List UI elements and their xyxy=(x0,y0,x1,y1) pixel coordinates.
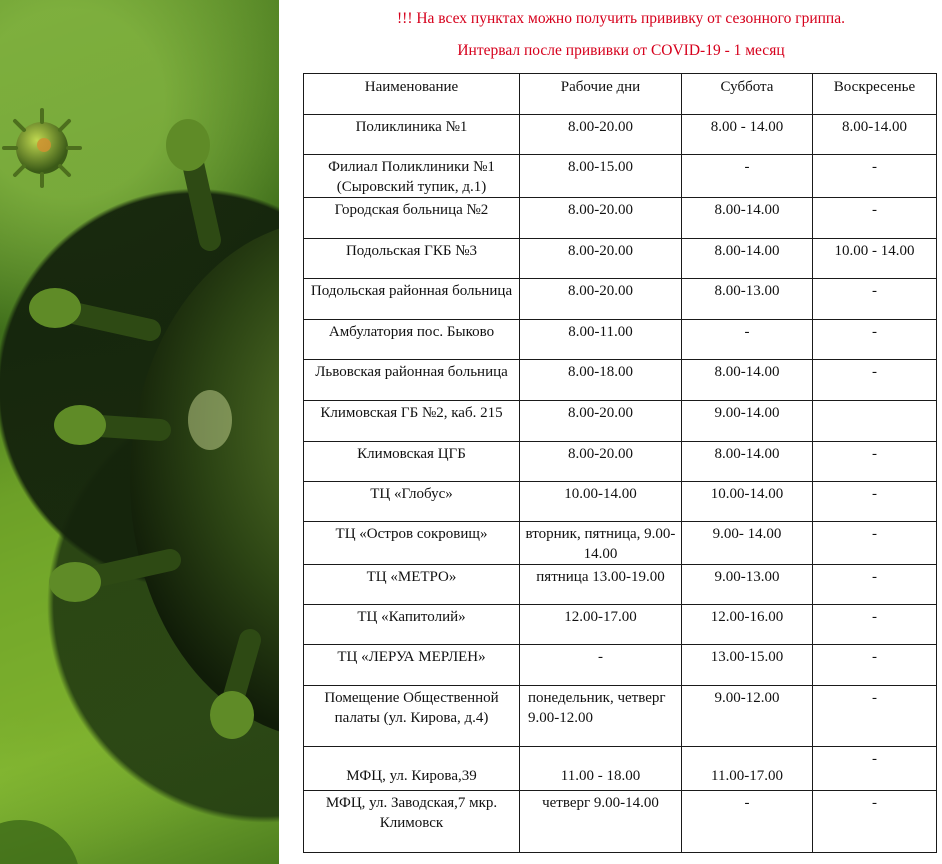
sunday-hours: - xyxy=(813,155,937,198)
sunday-hours: - xyxy=(813,442,937,482)
weekdays-hours: 8.00-20.00 xyxy=(520,401,682,442)
weekdays-hours: 8.00-20.00 xyxy=(520,198,682,239)
table-row xyxy=(304,320,937,360)
facility-name: Львовская районная больница xyxy=(304,360,520,401)
weekdays-hours: 10.00-14.00 xyxy=(520,482,682,522)
saturday-hours: 8.00-13.00 xyxy=(682,279,813,320)
virus-art-svg xyxy=(0,0,279,864)
sunday-hours: - xyxy=(813,791,937,853)
sunday-hours: - xyxy=(813,522,937,565)
saturday-hours: 8.00-14.00 xyxy=(682,442,813,482)
weekdays-hours: - xyxy=(520,645,682,686)
flu-vaccine-notice: !!! На всех пунктах можно получить прививку от сезонного гриппа. xyxy=(397,10,845,27)
weekdays-hours: пятница 13.00-19.00 xyxy=(520,565,682,605)
sunday-hours xyxy=(813,401,937,442)
sunday-hours: - xyxy=(813,645,937,686)
facility-name: ТЦ «МЕТРО» xyxy=(304,565,520,605)
facility-name: ТЦ «Глобус» xyxy=(304,482,520,522)
facility-name: Филиал Поликлиники №1 (Сыровский тупик, д.1) xyxy=(304,155,520,198)
saturday-hours: - xyxy=(682,155,813,198)
sunday-hours: - xyxy=(813,482,937,522)
sunday-hours: - xyxy=(813,605,937,645)
saturday-hours: 9.00- 14.00 xyxy=(682,522,813,565)
blurred-virus xyxy=(0,820,80,864)
sunday-hours: - xyxy=(813,198,937,239)
covid-interval-notice: Интервал после прививки от COVID-19 - 1 месяц xyxy=(457,42,785,59)
table-row xyxy=(304,198,937,239)
saturday-hours: 8.00-14.00 xyxy=(682,198,813,239)
saturday-hours: 13.00-15.00 xyxy=(682,645,813,686)
facility-name: ТЦ «Капитолий» xyxy=(304,605,520,645)
saturday-hours: 9.00-13.00 xyxy=(682,565,813,605)
header-weekdays: Рабочие дни xyxy=(520,74,682,115)
table-row xyxy=(304,239,937,279)
weekdays-hours: 8.00-11.00 xyxy=(520,320,682,360)
table-row xyxy=(304,565,937,605)
table-row xyxy=(304,360,937,401)
sunday-hours: 8.00-14.00 xyxy=(813,115,937,155)
sunday-hours: - xyxy=(813,360,937,401)
sunday-hours: - xyxy=(813,279,937,320)
table-row xyxy=(304,482,937,522)
saturday-hours: 8.00-14.00 xyxy=(682,239,813,279)
sunday-hours: - xyxy=(813,686,937,747)
facility-name: Климовская ГБ №2, каб. 215 xyxy=(304,401,520,442)
table-row xyxy=(304,791,937,853)
table-row xyxy=(304,115,937,155)
facility-name: Поликлиника №1 xyxy=(304,115,520,155)
facility-name: Подольская ГКБ №3 xyxy=(304,239,520,279)
facility-name: Подольская районная больница xyxy=(304,279,520,320)
saturday-hours: - xyxy=(682,791,813,853)
table-row xyxy=(304,747,937,791)
table-row xyxy=(304,401,937,442)
facility-name: ТЦ «Остров сокровищ» xyxy=(304,522,520,565)
weekdays-hours: понедельник, четверг 9.00-12.00 xyxy=(520,686,682,747)
sunday-hours: - xyxy=(813,320,937,360)
facility-name: МФЦ, ул. Заводская,7 мкр. Климовск xyxy=(304,791,520,853)
facility-name: МФЦ, ул. Кирова,39 xyxy=(304,747,520,791)
header-sunday: Воскресенье xyxy=(813,74,937,115)
saturday-hours: 8.00-14.00 xyxy=(682,360,813,401)
weekdays-hours: 8.00-20.00 xyxy=(520,279,682,320)
saturday-hours: 8.00 - 14.00 xyxy=(682,115,813,155)
weekdays-hours: 11.00 - 18.00 xyxy=(520,747,682,791)
table-row xyxy=(304,522,937,565)
table-row xyxy=(304,442,937,482)
saturday-hours: 10.00-14.00 xyxy=(682,482,813,522)
sunday-hours: 10.00 - 14.00 xyxy=(813,239,937,279)
large-virus-body xyxy=(29,119,279,740)
table-row xyxy=(304,155,937,198)
weekdays-hours: 8.00-18.00 xyxy=(520,360,682,401)
saturday-hours: 11.00-17.00 xyxy=(682,747,813,791)
saturday-hours: 9.00-12.00 xyxy=(682,686,813,747)
header-name: Наименование xyxy=(304,74,520,115)
facility-name: ТЦ «ЛЕРУА МЕРЛЕН» xyxy=(304,645,520,686)
weekdays-hours: 8.00-20.00 xyxy=(520,239,682,279)
facility-name: Городская больница №2 xyxy=(304,198,520,239)
sunday-hours: - xyxy=(813,565,937,605)
table-row xyxy=(304,645,937,686)
saturday-hours: 12.00-16.00 xyxy=(682,605,813,645)
facility-name: Амбулатория пос. Быково xyxy=(304,320,520,360)
weekdays-hours: 8.00-15.00 xyxy=(520,155,682,198)
weekdays-hours: вторник, пятница, 9.00- 14.00 xyxy=(520,522,682,565)
saturday-hours: 9.00-14.00 xyxy=(682,401,813,442)
weekdays-hours: 8.00-20.00 xyxy=(520,115,682,155)
facility-name: Климовская ЦГБ xyxy=(304,442,520,482)
sunday-hours: - xyxy=(813,747,937,791)
table-header-row xyxy=(304,74,937,115)
table-row xyxy=(304,279,937,320)
virus-illustration xyxy=(0,0,279,864)
table-row xyxy=(304,686,937,747)
saturday-hours: - xyxy=(682,320,813,360)
table-row xyxy=(304,605,937,645)
small-virus xyxy=(4,110,80,186)
weekdays-hours: четверг 9.00-14.00 xyxy=(520,791,682,853)
header-saturday: Суббота xyxy=(682,74,813,115)
vaccination-schedule-table xyxy=(303,73,937,853)
facility-name: Помещение Общественной палаты (ул. Кирова, д.4) xyxy=(304,686,520,747)
weekdays-hours: 12.00-17.00 xyxy=(520,605,682,645)
weekdays-hours: 8.00-20.00 xyxy=(520,442,682,482)
